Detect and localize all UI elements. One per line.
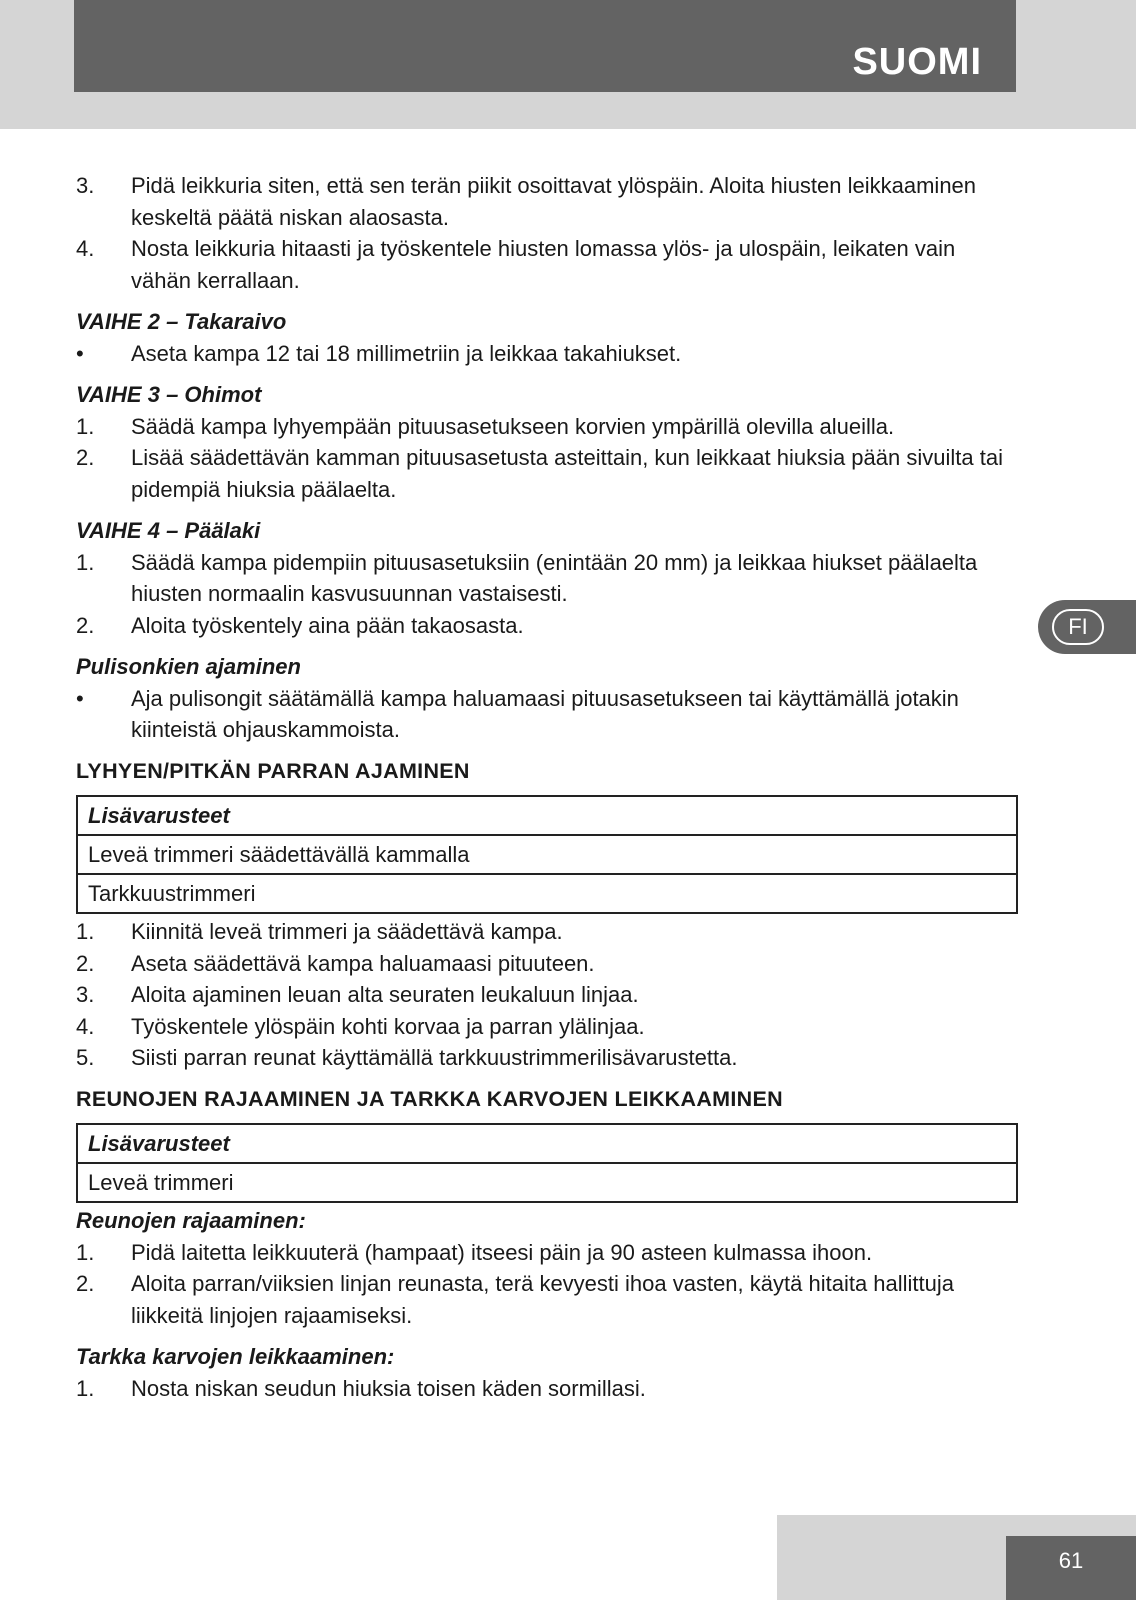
list-item bbox=[76, 1373, 1018, 1405]
bullet: • bbox=[76, 685, 84, 711]
list-marker: 1. bbox=[76, 1375, 95, 1401]
list-item bbox=[76, 1268, 1018, 1331]
list-marker: 1. bbox=[76, 919, 95, 944]
list-text: Nosta leikkuria hitaasti ja työskentele hiusten lomassa ylös- ja ulospäin, leikaten vain vähän kerrallaan. bbox=[131, 236, 956, 293]
page-number: 61 bbox=[1058, 1548, 1084, 1573]
list-text: Aseta säädettävä kampa haluamaasi pituuteen. bbox=[131, 950, 595, 976]
list-marker: 1. bbox=[76, 413, 95, 439]
subheading-pulisongit: Pulisonkien ajaminen bbox=[76, 654, 301, 679]
section-heading-parta: LYHYEN/PITKÄN PARRAN AJAMINEN bbox=[76, 758, 470, 783]
language-badge: FI bbox=[1052, 609, 1104, 645]
table-header: Lisävarusteet bbox=[77, 796, 1017, 835]
table-cell: Leveä trimmeri bbox=[77, 1163, 1017, 1202]
list-text: Kiinnitä leveä trimmeri ja säädettävä kampa. bbox=[131, 919, 563, 944]
list-item bbox=[76, 1011, 1018, 1043]
list-marker: 2. bbox=[76, 445, 95, 470]
list-item bbox=[76, 547, 1018, 610]
list-text: Työskentele ylöspäin kohti korvaa ja parran ylälinjaa. bbox=[131, 1013, 645, 1039]
list-item bbox=[76, 610, 1018, 642]
table-header: Lisävarusteet bbox=[77, 1124, 1017, 1163]
list-marker: 3. bbox=[76, 173, 95, 198]
subheading-reunojen-rajaaminen: Reunojen rajaaminen: bbox=[76, 1208, 306, 1233]
list-text: Säädä kampa lyhyempään pituusasetukseen korvien ympärillä olevilla alueilla. bbox=[131, 413, 895, 439]
list-text: Pidä leikkuria siten, että sen terän piikit osoittavat ylöspäin. Aloita hiusten leikkaaminen keskeltä päätä niskan alaosasta. bbox=[131, 173, 977, 230]
list-marker: 1. bbox=[76, 549, 95, 575]
subheading-vaihe-4: VAIHE 4 – Päälaki bbox=[76, 518, 261, 543]
table-cell: Tarkkuustrimmeri bbox=[77, 874, 1017, 913]
list-text: Aloita ajaminen leuan alta seuraten leukaluun linjaa. bbox=[131, 982, 639, 1007]
list-marker: 2. bbox=[76, 612, 95, 638]
list-marker: 2. bbox=[76, 1271, 95, 1296]
accessories-table bbox=[76, 795, 1018, 914]
list-text: Lisää säädettävän kamman pituusasetusta asteittain, kun leikkaat hiuksia pään sivuilta tai pidempiä hiuksia päälaelta. bbox=[131, 445, 1003, 502]
subheading-vaihe-3: VAIHE 3 – Ohimot bbox=[76, 382, 262, 407]
list-item bbox=[76, 1237, 1018, 1269]
page-title: SUOMI bbox=[852, 41, 982, 83]
list-text: Siisti parran reunat käyttämällä tarkkuustrimmerilisävarustetta. bbox=[131, 1045, 738, 1070]
list-text: Aja pulisongit säätämällä kampa haluamaasi pituusasetukseen tai käyttämällä jotakin kiinteistä ohjauskammoista. bbox=[131, 685, 959, 742]
list-item bbox=[76, 979, 1018, 1011]
list-text: Säädä kampa pidempiin pituusasetuksiin (enintään 20 mm) ja leikkaa hiukset päälaelta hiusten normaalin kasvusuunnan vastaisesti. bbox=[131, 549, 978, 606]
list-item bbox=[76, 948, 1018, 980]
list-text: Pidä laitetta leikkuuterä (hampaat) itseesi päin ja 90 asteen kulmassa ihoon. bbox=[131, 1239, 873, 1265]
list-item bbox=[76, 683, 1018, 746]
accessories-table bbox=[76, 1123, 1018, 1203]
header-bar bbox=[74, 0, 1016, 92]
list-text: Aseta kampa 12 tai 18 millimetriin ja leikkaa takahiukset. bbox=[131, 340, 682, 366]
main-content bbox=[76, 170, 1018, 1404]
list-marker: 2. bbox=[76, 950, 95, 976]
subheading-vaihe-2: VAIHE 2 – Takaraivo bbox=[76, 309, 287, 334]
subheading-tarkka-leikkaaminen: Tarkka karvojen leikkaaminen: bbox=[76, 1344, 395, 1369]
footer-page-box bbox=[1006, 1536, 1136, 1600]
list-marker: 5. bbox=[76, 1045, 95, 1070]
list-item bbox=[76, 442, 1018, 505]
list-item bbox=[76, 411, 1018, 443]
list-item bbox=[76, 170, 1018, 233]
list-item bbox=[76, 916, 1018, 948]
bullet: • bbox=[76, 340, 84, 366]
list-marker: 1. bbox=[76, 1239, 95, 1265]
list-text: Aloita parran/viiksien linjan reunasta, terä kevyesti ihoa vasten, käytä hitaita hallittuja liikkeitä linjojen rajaamiseksi. bbox=[131, 1271, 955, 1328]
table-cell: Leveä trimmeri säädettävällä kammalla bbox=[77, 835, 1017, 874]
list-text: Nosta niskan seudun hiuksia toisen käden sormillasi. bbox=[131, 1375, 646, 1401]
list-marker: 4. bbox=[76, 236, 95, 261]
list-marker: 3. bbox=[76, 982, 95, 1007]
list-text: Aloita työskentely aina pään takaosasta. bbox=[131, 612, 524, 638]
list-item bbox=[76, 338, 1018, 370]
section-heading-reunat: REUNOJEN RAJAAMINEN JA TARKKA KARVOJEN LEIKKAAMINEN bbox=[76, 1086, 783, 1111]
list-item bbox=[76, 1042, 1018, 1074]
list-item bbox=[76, 233, 1018, 296]
list-marker: 4. bbox=[76, 1013, 95, 1039]
language-tab bbox=[1038, 600, 1136, 654]
